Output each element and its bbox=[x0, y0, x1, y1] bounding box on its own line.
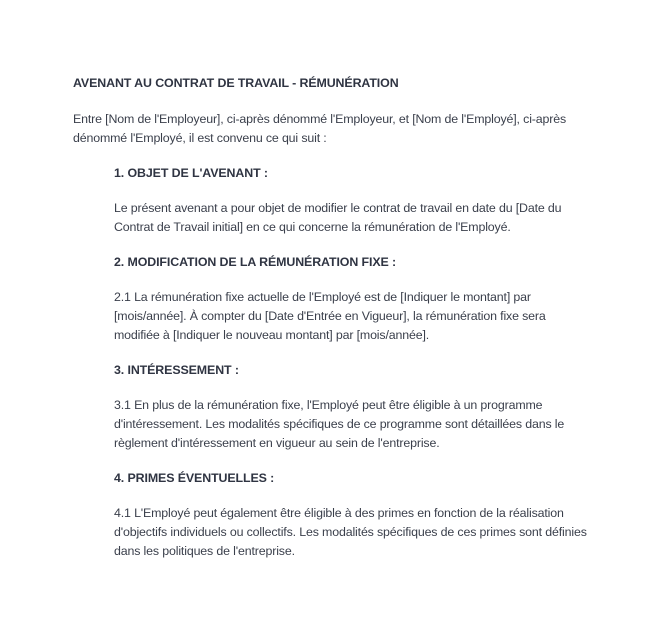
section-title: 2. MODIFICATION DE LA RÉMUNÉRATION FIXE : bbox=[114, 255, 397, 269]
section-objet bbox=[114, 164, 589, 237]
section-title: 3. INTÉRESSEMENT : bbox=[114, 363, 239, 377]
section-body: 3.1 En plus de la rémunération fixe, l'Employé peut être éligible à un programme d'intéressement. Les modalités spécifiques de ce programme sont détaillées dans le règlement d'intéressement en vigueur au sein de l'entreprise. bbox=[114, 398, 565, 450]
section-title: 4. PRIMES ÉVENTUELLES : bbox=[114, 471, 275, 485]
intro-paragraph: Entre [Nom de l'Employeur], ci-après dénommé l'Employeur, et [Nom de l'Employé], ci-après dénommé l'Employé, il est convenu ce qui suit : bbox=[73, 112, 567, 145]
document-title: AVENANT AU CONTRAT DE TRAVAIL - RÉMUNÉRATION bbox=[73, 76, 399, 90]
section-body: 4.1 L'Employé peut également être éligible à des primes en fonction de la réalisation d'objectifs individuels ou collectifs. Les modalités spécifiques de ces primes sont définies dans les politiques de l'entreprise. bbox=[114, 506, 587, 558]
section-title: 1. OBJET DE L'AVENANT : bbox=[114, 166, 268, 180]
section-body: 2.1 La rémunération fixe actuelle de l'Employé est de [Indiquer le montant] par [mois/année]. À compter du [Date d'Entrée en Vigueur], la rémunération fixe sera modifiée à [Indiquer le nouveau montant] par [mois/année]. bbox=[114, 290, 546, 342]
section-body: Le présent avenant a pour objet de modifier le contrat de travail en date du [Date du Contrat de Travail initial] en ce qui concerne la rémunération de l'Employé. bbox=[114, 201, 562, 234]
section-primes bbox=[114, 469, 589, 561]
section-interessement bbox=[114, 361, 589, 453]
section-remuneration-fixe bbox=[114, 253, 589, 345]
